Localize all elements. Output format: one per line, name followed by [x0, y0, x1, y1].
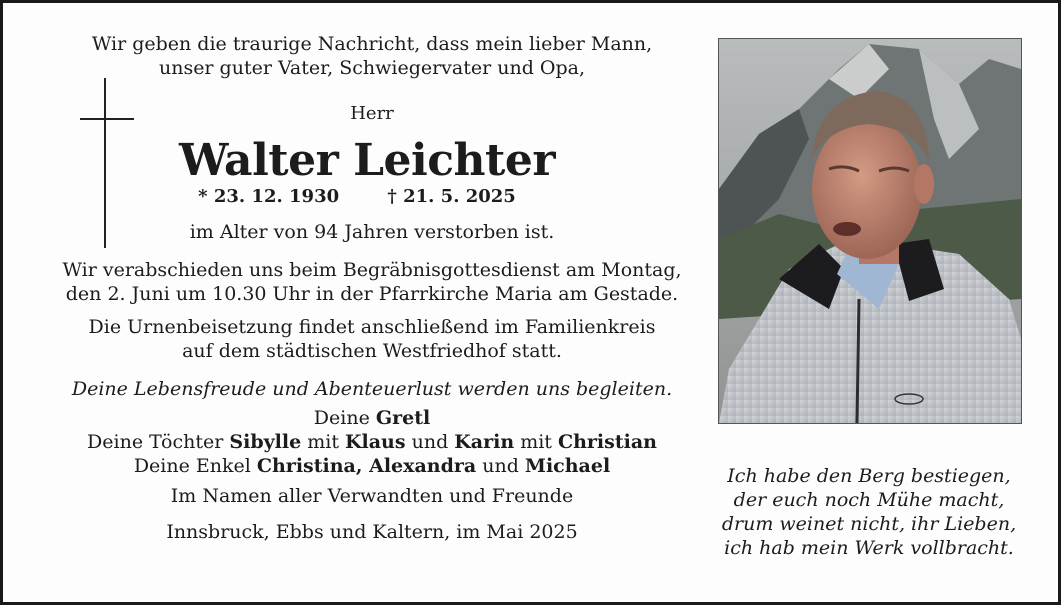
daughter-name: Sibylle [229, 431, 302, 453]
urn-line-1: Die Urnenbeisetzung findet anschließend im Familienkreis [88, 316, 656, 338]
intro-line-2: unser guter Vater, Schwiegervater und Opa, [158, 57, 586, 79]
daughter-name: Karin [454, 431, 515, 453]
connector: und [405, 431, 455, 453]
obituary-text [62, 32, 682, 544]
salutation: Herr [350, 103, 394, 124]
wife-prefix: Deine [313, 407, 376, 429]
deceased-name: Walter Leichter [178, 135, 556, 186]
grandchildren-names: Christina, Alexandra [256, 455, 477, 477]
funeral-line-1: Wir verabschieden uns beim Begräbnisgottesdienst am Montag, [62, 259, 682, 281]
connector: mit [301, 431, 345, 453]
poem [714, 464, 1024, 560]
partner-name: Klaus [345, 431, 406, 453]
funeral-info [62, 258, 682, 306]
partner-name: Christian [557, 431, 657, 453]
intro-line-1: Wir geben die traurige Nachricht, dass mein lieber Mann, [91, 33, 653, 55]
birth-date: * 23. 12. 1930 [198, 186, 340, 207]
family-wife [62, 406, 682, 430]
poem-line-3: drum weinet nicht, ihr Lieben, [721, 513, 1017, 535]
connector: und [476, 455, 525, 477]
funeral-line-2: den 2. Juni um 10.30 Uhr in der Pfarrkirche Maria am Gestade. [65, 283, 679, 305]
motto: Deine Lebensfreude und Abenteuerlust werden uns begleiten. [71, 378, 673, 400]
wife-name: Gretl [375, 407, 431, 429]
urn-info [62, 315, 682, 363]
family-grandchildren [62, 454, 682, 478]
family-list [62, 406, 682, 478]
poem-line-1: Ich habe den Berg bestiegen, [727, 465, 1011, 487]
poem-line-4: ich hab mein Werk vollbracht. [724, 537, 1014, 559]
life-dates [32, 186, 682, 208]
urn-line-2: auf dem städtischen Westfriedhof statt. [182, 340, 562, 362]
relatives-line: Im Namen aller Verwandten und Freunde [170, 485, 574, 507]
portrait-photo [718, 38, 1022, 424]
poem-line-2: der euch noch Mühe macht, [733, 489, 1005, 511]
age-line: im Alter von 94 Jahren verstorben ist. [189, 221, 555, 243]
death-date: † 21. 5. 2025 [387, 186, 516, 207]
place-date: Innsbruck, Ebbs und Kaltern, im Mai 2025 [166, 521, 578, 543]
connector: mit [514, 431, 558, 453]
daughters-prefix: Deine Töchter [87, 431, 230, 453]
grandchildren-prefix: Deine Enkel [133, 455, 257, 477]
grandchild-name: Michael [524, 455, 611, 477]
family-daughters [62, 430, 682, 454]
